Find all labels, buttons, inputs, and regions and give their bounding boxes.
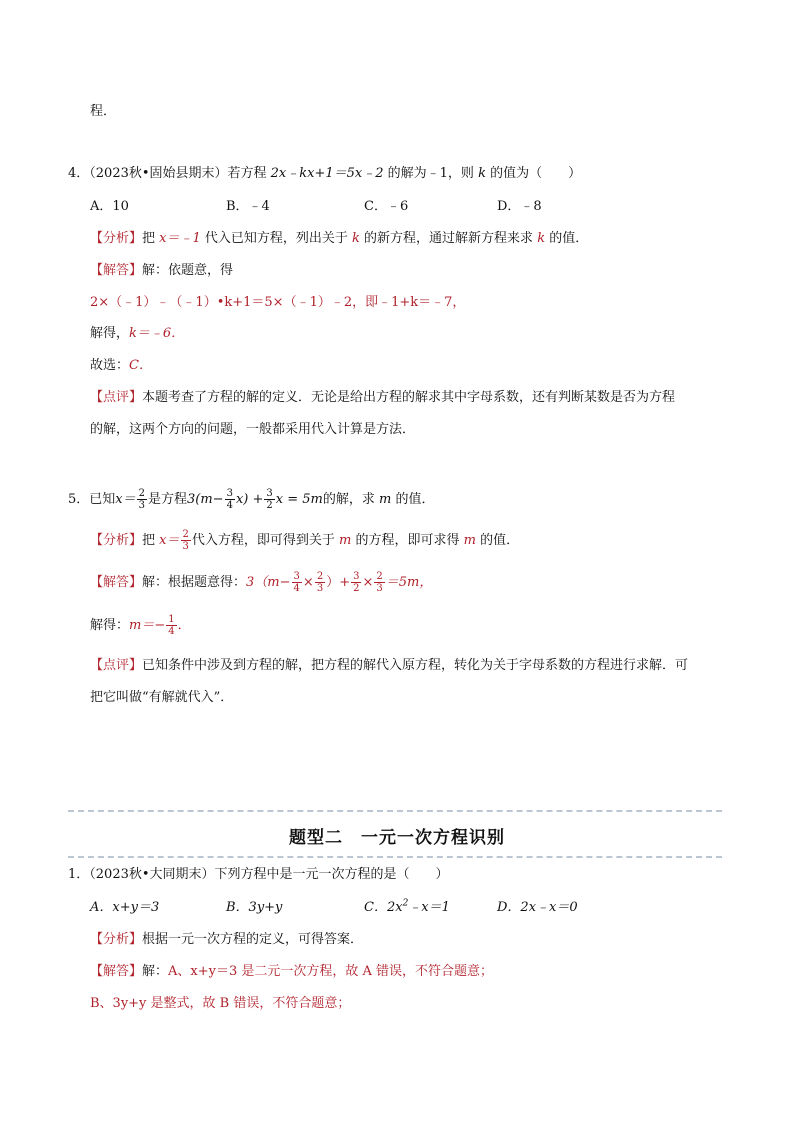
q1-answer: 【解答】解：A、x+y＝3 是二元一次方程，故 A 错误，不符合题意；: [90, 964, 494, 979]
q1-stem: 1．（2023秋•大同期末）下列方程中是一元一次方程的是（ ）: [68, 867, 449, 882]
q5-answer-frac-3-4: $\frac{3}{4}$: [293, 571, 300, 594]
q4-answer: 【解答】解：依题意，得: [90, 263, 234, 278]
q4-comment-line2: 的解，这两个方向的问题，一般都采用代入计算是方法．: [90, 422, 416, 437]
continued-text: 程．: [90, 104, 117, 119]
q1-answer-line-b: B、3y+y 是整式，故 B 错误，不符合题意；: [90, 996, 351, 1011]
q4-choose: 故选：C．: [90, 358, 152, 373]
q1-choice-b: B．3y+y: [226, 900, 283, 915]
q5-analysis: 【分析】把 x＝ $\frac{2}{3}$ 代入方程，即可得到关于 m 的方程，即可求得 m 的值．: [90, 529, 520, 552]
q5-stem: 5．已知x＝ $\frac{2}{3}$ 是方程3(m− $\frac{3}{4}$ x) + $\frac{3}{2}$ x = 5m的解，求 m 的值．: [68, 488, 435, 511]
q5-comment-line1: 【点评】已知条件中涉及到方程的解，把方程的解代入原方程，转化为关于字母系数的方程进行求解．可: [90, 658, 689, 673]
q5-frac-2-3: $\frac{2}{3}$: [138, 488, 145, 511]
q4-choice-d: D．﹣8: [497, 199, 542, 214]
q5-solve-frac-1-4: $\frac{1}{4}$: [168, 614, 175, 637]
q5-frac-3-4: $\frac{3}{4}$: [226, 488, 233, 511]
q5-answer-frac-2-3a: $\frac{2}{3}$: [316, 571, 324, 594]
q5-answer-frac-3-2: $\frac{3}{2}$: [353, 571, 360, 594]
q4-choice-a: A．10: [90, 199, 129, 214]
q4-calc-line: 2×（﹣1）﹣（﹣1）•k+1＝5×（﹣1）﹣2，即﹣1+k＝﹣7，: [90, 295, 466, 310]
section-title: 题型二 一元一次方程识别: [289, 828, 505, 848]
q5-solve: 解得：m＝− $\frac{1}{4}$ ．: [90, 614, 191, 637]
q5-answer-frac-2-3b: $\frac{2}{3}$: [376, 571, 383, 594]
q5-analysis-frac: $\frac{2}{3}$: [182, 529, 189, 552]
section-divider-top: [68, 810, 722, 812]
q1-choice-a: A．x+y＝3: [90, 900, 160, 915]
q1-analysis: 【分析】根据一元一次方程的定义，可得答案．: [90, 932, 364, 947]
section-divider-bottom: [68, 856, 722, 858]
q5-answer: 【解答】解：根据题意得：3（m− $\frac{3}{4}$ × $\frac{2}{3}$ ）+ $\frac{3}{2}$ × $\frac{2}{3}$ ＝5m，: [90, 571, 433, 594]
q4-stem: 4．（2023秋•固始县期末）若方程 2x﹣kx+1＝5x﹣2 的解为﹣1，则 k 的值为（ ）: [68, 166, 582, 181]
q1-choice-d: D．2x﹣x＝0: [497, 900, 578, 915]
q4-solve: 解得，k＝﹣6．: [90, 326, 185, 341]
q4-choice-b: B．﹣4: [226, 199, 270, 214]
q1-choice-c: C．$2x^2﹣x=1$: [364, 898, 450, 915]
q5-frac-3-2: $\frac{3}{2}$: [266, 488, 273, 511]
q4-analysis: 【分析】把 x＝﹣1 代入已知方程，列出关于 k 的新方程，通过解新方程来求 k 的值．: [90, 231, 589, 246]
q5-comment-line2: 把它叫做“有解就代入”．: [90, 690, 234, 705]
q4-choice-c: C．﹣6: [364, 199, 409, 214]
q4-comment-line1: 【点评】本题考查了方程的解的定义．无论是给出方程的解求其中字母系数，还有判断某数是否为方程: [90, 390, 676, 405]
